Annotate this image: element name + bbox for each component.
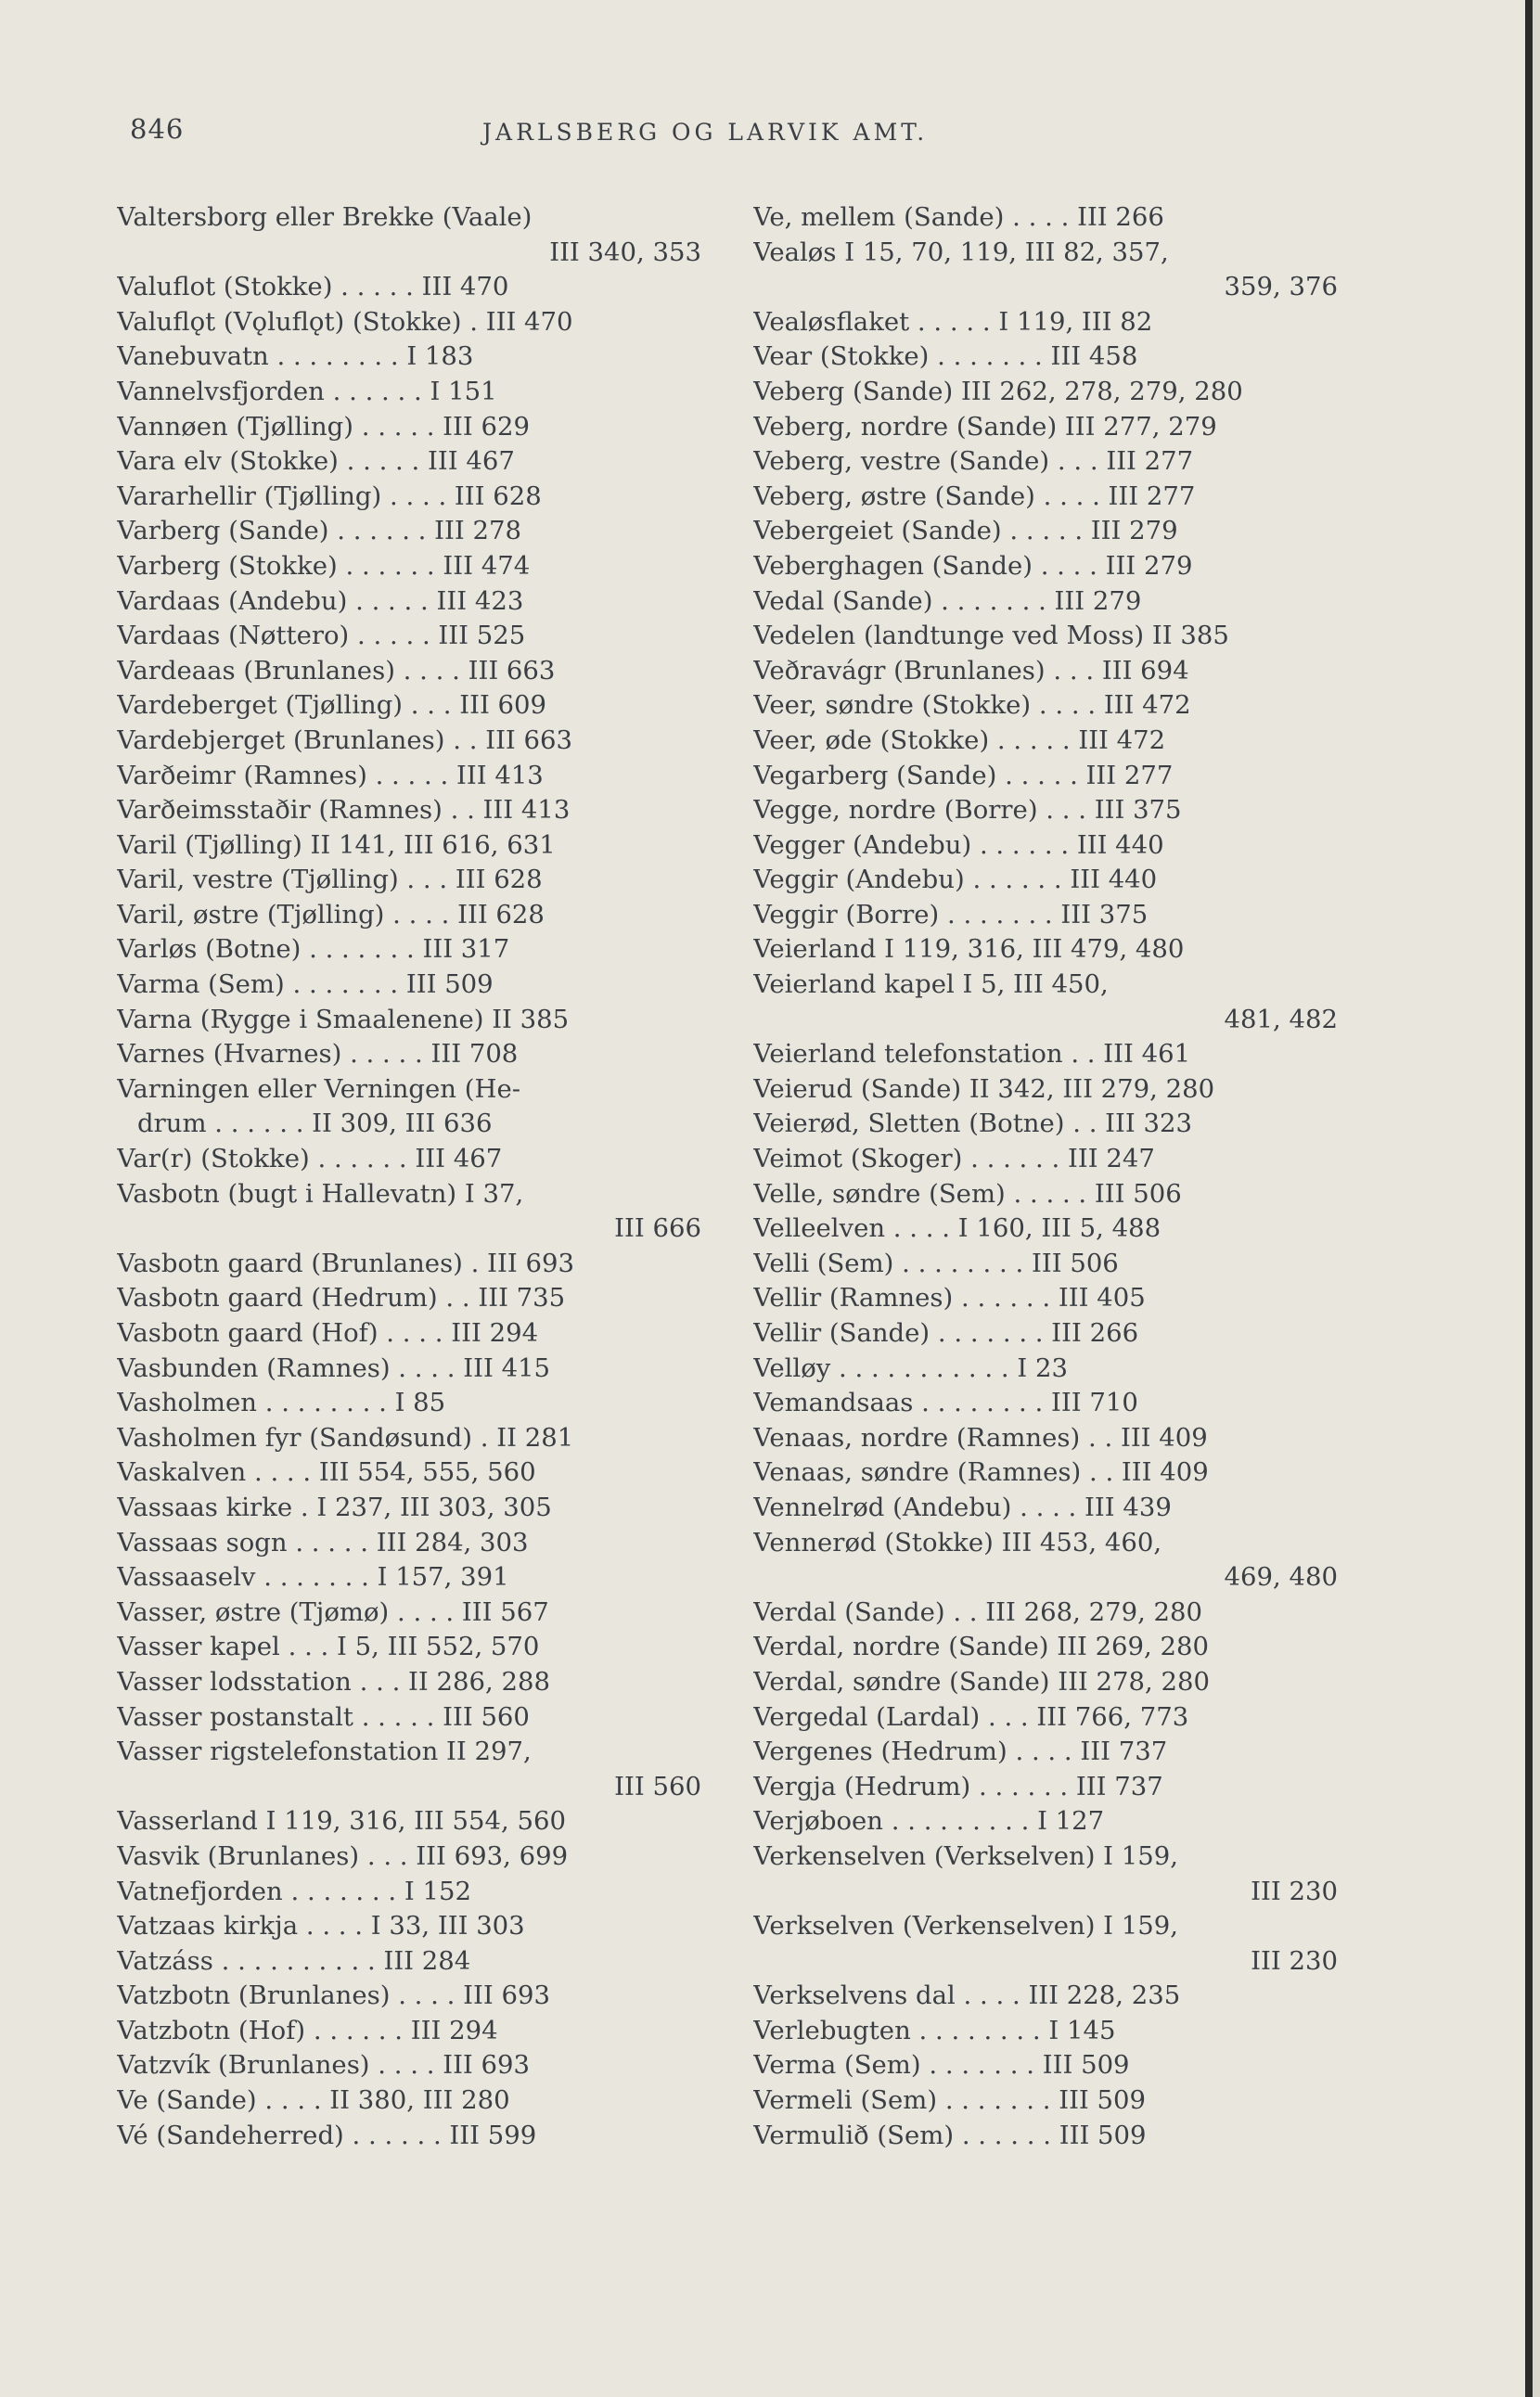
index-entry: Veer, søndre (Stokke) . . . . III 472 [753,690,1191,721]
index-entry: Veggir (Andebu) . . . . . . III 440 [753,865,1158,895]
index-entry: Vasbotn (bugt i Hallevatn) I 37, [117,1178,524,1209]
index-entry: Vasbotn gaard (Brunlanes) . III 693 [117,1248,574,1278]
index-entry: Verlebugten . . . . . . . . I 145 [753,2015,1116,2045]
index-entry: Ve, mellem (Sande) . . . . III 266 [753,202,1164,232]
index-entry: Verdal, nordre (Sande) III 269, 280 [753,1632,1210,1662]
index-entry: Varil (Tjølling) II 141, III 616, 631 [117,829,556,860]
index-entry: Varil, østre (Tjølling) . . . . III 628 [117,899,545,929]
index-entry: Vé (Sandeherred) . . . . . . III 599 [117,2120,537,2150]
index-entry-continuation: III 230 [1251,1945,1338,1976]
index-entry: Vannelvsfjorden . . . . . . I 151 [117,376,497,406]
index-column-right [753,200,1347,2153]
index-entry-continuation: 469, 480 [1224,1562,1338,1593]
index-entry: Veðravágr (Brunlanes) . . . III 694 [753,655,1189,686]
index-entry: Velli (Sem) . . . . . . . . III 506 [753,1248,1119,1278]
index-entry: Ve (Sande) . . . . II 380, III 280 [117,2085,510,2116]
index-entry: Verdal (Sande) . . III 268, 279, 280 [753,1596,1203,1627]
index-entry: Varnes (Hvarnes) . . . . . III 708 [117,1039,519,1070]
index-entry: Vatnefjorden . . . . . . . I 152 [117,1876,471,1906]
index-entry: Varna (Rygge i Smaalenene) II 385 [117,1004,570,1034]
index-entry: Veberg, vestre (Sande) . . . III 277 [753,446,1194,477]
index-entry: Veggir (Borre) . . . . . . . III 375 [753,899,1149,929]
index-entry: Veberg, nordre (Sande) III 277, 279 [753,411,1217,442]
index-entry: Vegger (Andebu) . . . . . . III 440 [753,829,1164,860]
index-entry: Valtersborg eller Brekke (Vaale) [117,202,533,232]
index-entry: Velleelven . . . . I 160, III 5, 488 [753,1213,1161,1244]
index-entry: Vennelrød (Andebu) . . . . III 439 [753,1492,1172,1522]
index-entry: Vatzvík (Brunlanes) . . . . III 693 [117,2050,531,2081]
index-entry: Var(r) (Stokke) . . . . . . III 467 [117,1144,503,1174]
index-entry: Veierland kapel I 5, III 450, [753,969,1109,1000]
index-entry: Verkselven (Verkenselven) I 159, [753,1911,1179,1942]
index-entry: Vatzaas kirkja . . . . I 33, III 303 [117,1911,525,1942]
index-entry: Vedelen (landtunge ved Moss) II 385 [753,621,1229,651]
index-entry: Vasholmen . . . . . . . . I 85 [117,1388,446,1418]
index-entry: Vasvik (Brunlanes) . . . III 693, 699 [117,1840,569,1871]
page-number: 846 [130,113,185,145]
index-entry: Vara elv (Stokke) . . . . . III 467 [117,446,515,477]
index-entry: Verma (Sem) . . . . . . . III 509 [753,2050,1130,2081]
index-entry: Vergja (Hedrum) . . . . . . III 737 [753,1771,1163,1801]
index-entry: Verkselvens dal . . . . III 228, 235 [753,1980,1181,2011]
index-entry: Vasbunden (Ramnes) . . . . III 415 [117,1352,551,1383]
index-entry: Vardeaas (Brunlanes) . . . . III 663 [117,655,556,686]
index-entry-continuation: III 666 [614,1213,701,1244]
index-entry: drum . . . . . . II 309, III 636 [137,1109,493,1139]
index-entry: Varløs (Botne) . . . . . . . III 317 [117,934,510,965]
index-entry: Vellir (Sande) . . . . . . . III 266 [753,1318,1139,1348]
index-entry: Vaskalven . . . . III 554, 555, 560 [117,1457,536,1488]
index-column-left [117,200,711,2153]
index-entry: Varberg (Sande) . . . . . . III 278 [117,516,521,546]
index-entry: Vardebjerget (Brunlanes) . . III 663 [117,724,573,755]
index-entry: Valuflot (Stokke) . . . . . III 470 [117,272,509,302]
index-entry: Varma (Sem) . . . . . . . III 509 [117,969,494,1000]
index-entry: Vassaas sogn . . . . . III 284, 303 [117,1527,529,1557]
index-entry: Veberghagen (Sande) . . . . III 279 [753,550,1193,581]
index-entry: Velløy . . . . . . . . . . . I 23 [753,1352,1068,1383]
index-entry: Vannøen (Tjølling) . . . . . III 629 [117,411,530,442]
index-entry: Vermeli (Sem) . . . . . . . III 509 [753,2085,1147,2116]
index-entry: Veer, øde (Stokke) . . . . . III 472 [753,724,1166,755]
index-entry: Vergedal (Lardal) . . . III 766, 773 [753,1701,1189,1732]
index-entry: Vasser lodsstation . . . II 286, 288 [117,1666,550,1697]
index-entry: Veierland telefonstation . . III 461 [753,1039,1191,1070]
index-entry: Veierland I 119, 316, III 479, 480 [753,934,1185,965]
index-entry: Vararhellir (Tjølling) . . . . III 628 [117,481,542,511]
index-entry: Vasser postanstalt . . . . . III 560 [117,1701,530,1732]
index-entry: Verjøboen . . . . . . . . . I 127 [753,1806,1105,1837]
index-entry: Vegarberg (Sande) . . . . . III 277 [753,760,1174,790]
running-head: JARLSBERG OG LARVIK AMT. [482,119,929,146]
index-entry: Vardaas (Nøttero) . . . . . III 525 [117,621,526,651]
scan-edge [1525,0,1533,2397]
index-entry: Vardaas (Andebu) . . . . . III 423 [117,585,524,616]
index-entry: Vegge, nordre (Borre) . . . III 375 [753,795,1182,826]
index-entry: Vellir (Ramnes) . . . . . . III 405 [753,1283,1146,1314]
index-entry: Vassaas kirke . I 237, III 303, 305 [117,1492,552,1522]
index-entry: Vemandsaas . . . . . . . . III 710 [753,1388,1138,1418]
index-entry: Varðeimsstaðir (Ramnes) . . III 413 [117,795,571,826]
index-entry: Vasholmen fyr (Sandøsund) . II 281 [117,1422,574,1453]
index-entry-continuation: 481, 482 [1224,1004,1338,1034]
index-entry: Vanebuvatn . . . . . . . . I 183 [117,341,474,372]
index-entry: Vatzbotn (Hof) . . . . . . III 294 [117,2015,498,2045]
index-entry-continuation: III 340, 353 [549,237,701,267]
index-entry: Varningen eller Verningen (He- [117,1073,521,1104]
index-entry: Varberg (Stokke) . . . . . . III 474 [117,550,531,581]
index-entry: Valuflǫt (Vǫluflǫt) (Stokke) . III 470 [117,306,573,337]
index-entry: Velle, søndre (Sem) . . . . . III 506 [753,1178,1182,1209]
index-entry: Vennerød (Stokke) III 453, 460, [753,1527,1162,1557]
index-entry: Varil, vestre (Tjølling) . . . III 628 [117,865,543,895]
index-entry: Vatzáss . . . . . . . . . . III 284 [117,1945,471,1976]
index-entry: Vealøs I 15, 70, 119, III 82, 357, [753,237,1169,267]
index-entry: Vebergeiet (Sande) . . . . . III 279 [753,516,1178,546]
index-entry: Vasser rigstelefonstation II 297, [117,1737,532,1767]
index-entry: Veimot (Skoger) . . . . . . III 247 [753,1144,1155,1174]
index-entry-continuation: III 230 [1251,1876,1338,1906]
index-entry: Vear (Stokke) . . . . . . . III 458 [753,341,1138,372]
index-entry: Veberg (Sande) III 262, 278, 279, 280 [753,376,1243,406]
index-entry: Veierød, Sletten (Botne) . . III 323 [753,1109,1192,1139]
index-entry: Vassaaselv . . . . . . . I 157, 391 [117,1562,509,1593]
index-entry: Vasser, østre (Tjømø) . . . . III 567 [117,1596,549,1627]
index-entry: Verkenselven (Verkselven) I 159, [753,1840,1179,1871]
index-entry: Vatzbotn (Brunlanes) . . . . III 693 [117,1980,550,2011]
index-entry-continuation: III 560 [614,1771,701,1801]
index-entry: Vasbotn gaard (Hedrum) . . III 735 [117,1283,566,1314]
index-entry: Veierud (Sande) II 342, III 279, 280 [753,1073,1215,1104]
index-entry: Vasser kapel . . . I 5, III 552, 570 [117,1632,540,1662]
index-entry: Venaas, nordre (Ramnes) . . III 409 [753,1422,1208,1453]
index-entry: Venaas, søndre (Ramnes) . . III 409 [753,1457,1209,1488]
index-entry: Vasserland I 119, 316, III 554, 560 [117,1806,566,1837]
index-entry-continuation: 359, 376 [1224,272,1338,302]
index-entry: Vedal (Sande) . . . . . . . III 279 [753,585,1142,616]
index-entry: Vealøsflaket . . . . . I 119, III 82 [753,306,1153,337]
index-entry: Vermulið (Sem) . . . . . . III 509 [753,2120,1147,2150]
index-entry: Verdal, søndre (Sande) III 278, 280 [753,1666,1210,1697]
index-entry: Vardeberget (Tjølling) . . . III 609 [117,690,547,721]
index-entry: Vergenes (Hedrum) . . . . III 737 [753,1737,1168,1767]
index-entry: Vasbotn gaard (Hof) . . . . III 294 [117,1318,539,1348]
index-entry: Varðeimr (Ramnes) . . . . . III 413 [117,760,544,790]
index-entry: Veberg, østre (Sande) . . . . III 277 [753,481,1196,511]
